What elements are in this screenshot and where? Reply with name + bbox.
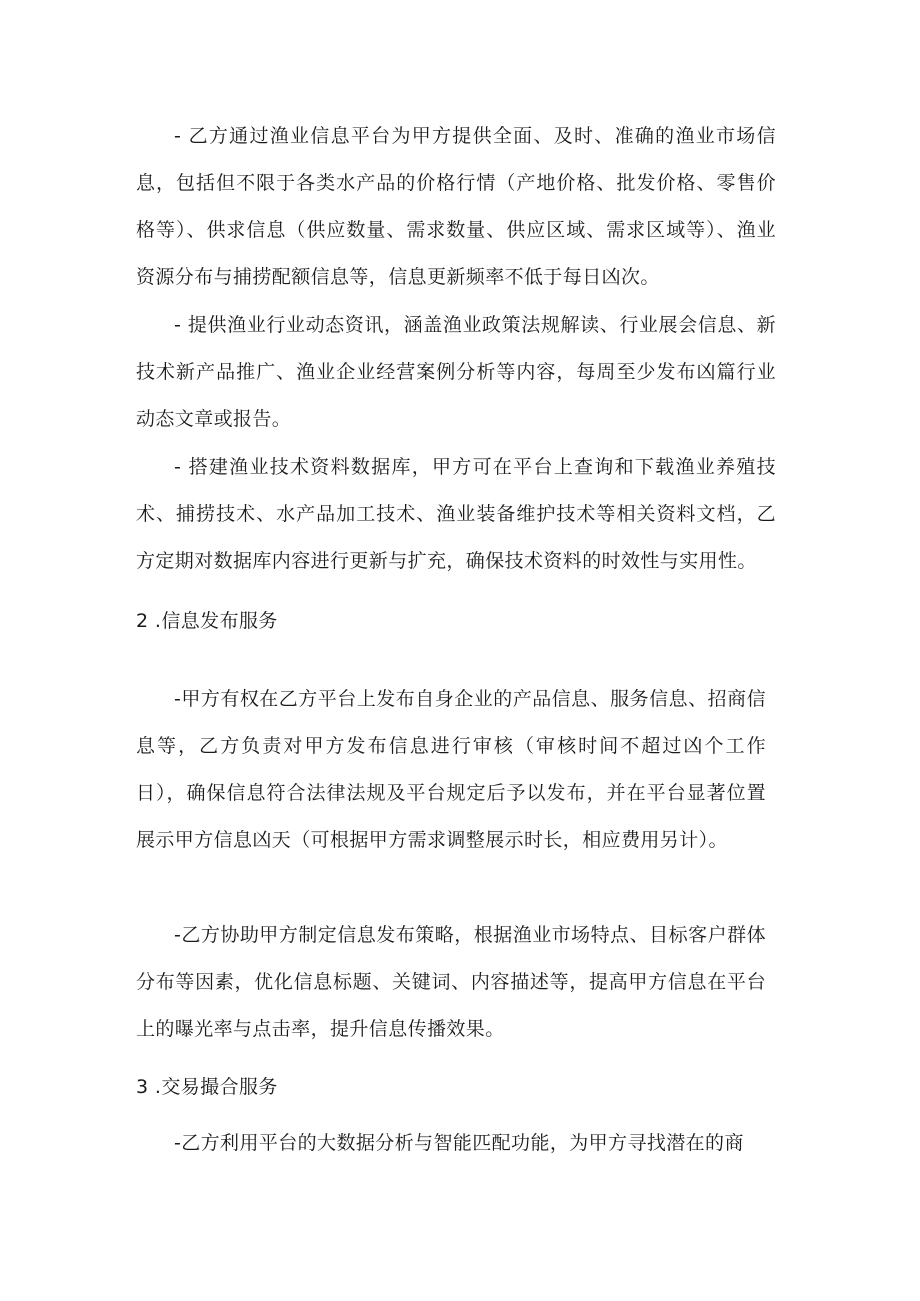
paragraph-industry-news: - 提供渔业行业动态资讯，涵盖渔业政策法规解读、行业展会信息、新技术新产品推广、渔业企业经营案例分析等内容，每周至少发布凶篇行业动态文章或报告。 [136,314,776,430]
paragraph-tech-database: - 搭建渔业技术资料数据库，甲方可在平台上查询和下载渔业养殖技术、捕捞技术、水产品加工技术、渔业装备维护技术等相关资料文档，乙方定期对数据库内容进行更新与扩充，确保技术资料的时效性与实用性。 [136,456,776,572]
paragraph-publish-strategy: -乙方协助甲方制定信息发布策略，根据渔业市场特点、目标客户群体分布等因素，优化信息标题、关键词、内容描述等，提高甲方信息在平台上的曝光率与点击率，提升信息传播效果。 [136,924,766,1040]
paragraph-publish-rights: -甲方有权在乙方平台上发布自身企业的产品信息、服务信息、招商信息等，乙方负责对甲方发布信息进行审核（审核时间不超过凶个工作日），确保信息符合法律法规及平台规定后予以发布，并在平台显著位置展示甲方信息凶天（可根据甲方需求调整展示时长，相应费用另计）。 [136,688,766,851]
paragraph-market-info: - 乙方通过渔业信息平台为甲方提供全面、及时、准确的渔业市场信息，包括但不限于各类水产品的价格行情（产地价格、批发价格、零售价格等）、供求信息（供应数量、需求数量、供应区域、需求区域等）、渔业资源分布与捕捞配额信息等，信息更新频率不低于每日凶次。 [136,125,776,288]
section-heading-trade-matching: 3 .交易撮合服务 [136,1076,278,1098]
section-heading-info-publish: 2 .信息发布服务 [136,610,278,632]
paragraph-trade-matching: -乙方利用平台的大数据分析与智能匹配功能，为甲方寻找潜在的商 [174,1132,744,1154]
